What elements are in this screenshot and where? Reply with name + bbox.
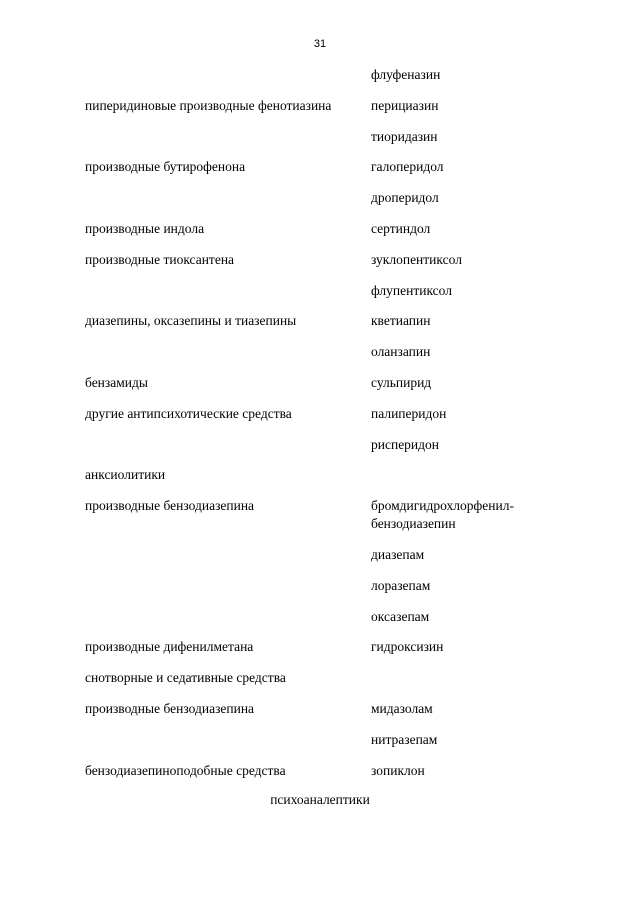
group-name-cell: другие антипсихотические средства bbox=[85, 405, 292, 421]
group-name-cell: производные бензодиазепина bbox=[85, 700, 255, 716]
drug-name-cell: галоперидол bbox=[371, 159, 444, 175]
table-row bbox=[85, 128, 565, 146]
table-row bbox=[85, 669, 565, 687]
drug-name-cell: дроперидол bbox=[371, 190, 439, 206]
table-row bbox=[85, 405, 565, 423]
group-name-cell: производные дифенилметана bbox=[85, 639, 254, 655]
page-number: 31 bbox=[313, 38, 327, 50]
table-row bbox=[85, 97, 565, 115]
group-name-cell: анксиолитики bbox=[85, 467, 166, 483]
table-row bbox=[85, 546, 565, 564]
drug-classification-table bbox=[85, 66, 565, 792]
drug-name-cell: зуклопентиксол bbox=[371, 251, 462, 267]
table-row bbox=[85, 700, 565, 718]
drug-name-cell: флуфеназин bbox=[371, 67, 441, 82]
table-row bbox=[85, 762, 565, 780]
table-row bbox=[85, 577, 565, 595]
table-row bbox=[85, 158, 565, 176]
drug-name-cell: нитразепам bbox=[371, 731, 438, 747]
table-row bbox=[85, 466, 565, 484]
group-name-cell: пиперидиновые производные фенотиазина bbox=[85, 97, 332, 113]
table-row bbox=[85, 312, 565, 330]
table-row bbox=[85, 282, 565, 300]
table-row bbox=[85, 638, 565, 656]
drug-name-cell: палиперидон bbox=[371, 405, 447, 421]
drug-name-cell: оксазепам bbox=[371, 608, 430, 624]
drug-name-cell: флупентиксол bbox=[371, 282, 452, 298]
group-name-cell: производные бензодиазепина bbox=[85, 498, 255, 514]
drug-name-cell: сульпирид bbox=[371, 374, 432, 390]
drug-name-cell: диазепам bbox=[371, 546, 425, 562]
drug-name-cell: гидроксизин bbox=[371, 639, 444, 655]
drug-name-cell: сертиндол bbox=[371, 220, 431, 236]
group-name-cell: снотворные и седативные средства bbox=[85, 670, 286, 686]
group-name-cell: диазепины, оксазепины и тиазепины bbox=[85, 313, 297, 329]
table-row bbox=[85, 251, 565, 269]
table-row bbox=[85, 189, 565, 207]
table-row bbox=[85, 343, 565, 361]
table-row bbox=[85, 374, 565, 392]
drug-name-cell: оланзапин bbox=[371, 344, 431, 360]
group-name-cell: производные бутирофенона bbox=[85, 159, 246, 175]
drug-name-cell: мидазолам bbox=[371, 700, 433, 716]
group-name-cell: бензодиазепиноподобные средства bbox=[85, 762, 286, 778]
drug-name-cell: бромдигидрохлорфенил- бензодиазепин bbox=[371, 498, 514, 532]
table-row bbox=[85, 436, 565, 454]
drug-name-cell: рисперидон bbox=[371, 436, 440, 452]
drug-name-cell: зопиклон bbox=[371, 762, 425, 778]
table-row bbox=[85, 220, 565, 238]
section-heading-psychoanaleptics: психоаналептики bbox=[270, 792, 370, 807]
table-row bbox=[85, 731, 565, 749]
group-name-cell: производные индола bbox=[85, 220, 205, 236]
drug-name-cell: тиоридазин bbox=[371, 128, 438, 144]
drug-name-cell: лоразепам bbox=[371, 577, 431, 593]
table-row bbox=[85, 497, 565, 533]
drug-name-cell: кветиапин bbox=[371, 313, 431, 329]
drug-name-cell: перициазин bbox=[371, 97, 439, 113]
table-row bbox=[85, 66, 565, 84]
group-name-cell: производные тиоксантена bbox=[85, 251, 235, 267]
group-name-cell: бензамиды bbox=[85, 374, 148, 390]
table-row bbox=[85, 608, 565, 626]
